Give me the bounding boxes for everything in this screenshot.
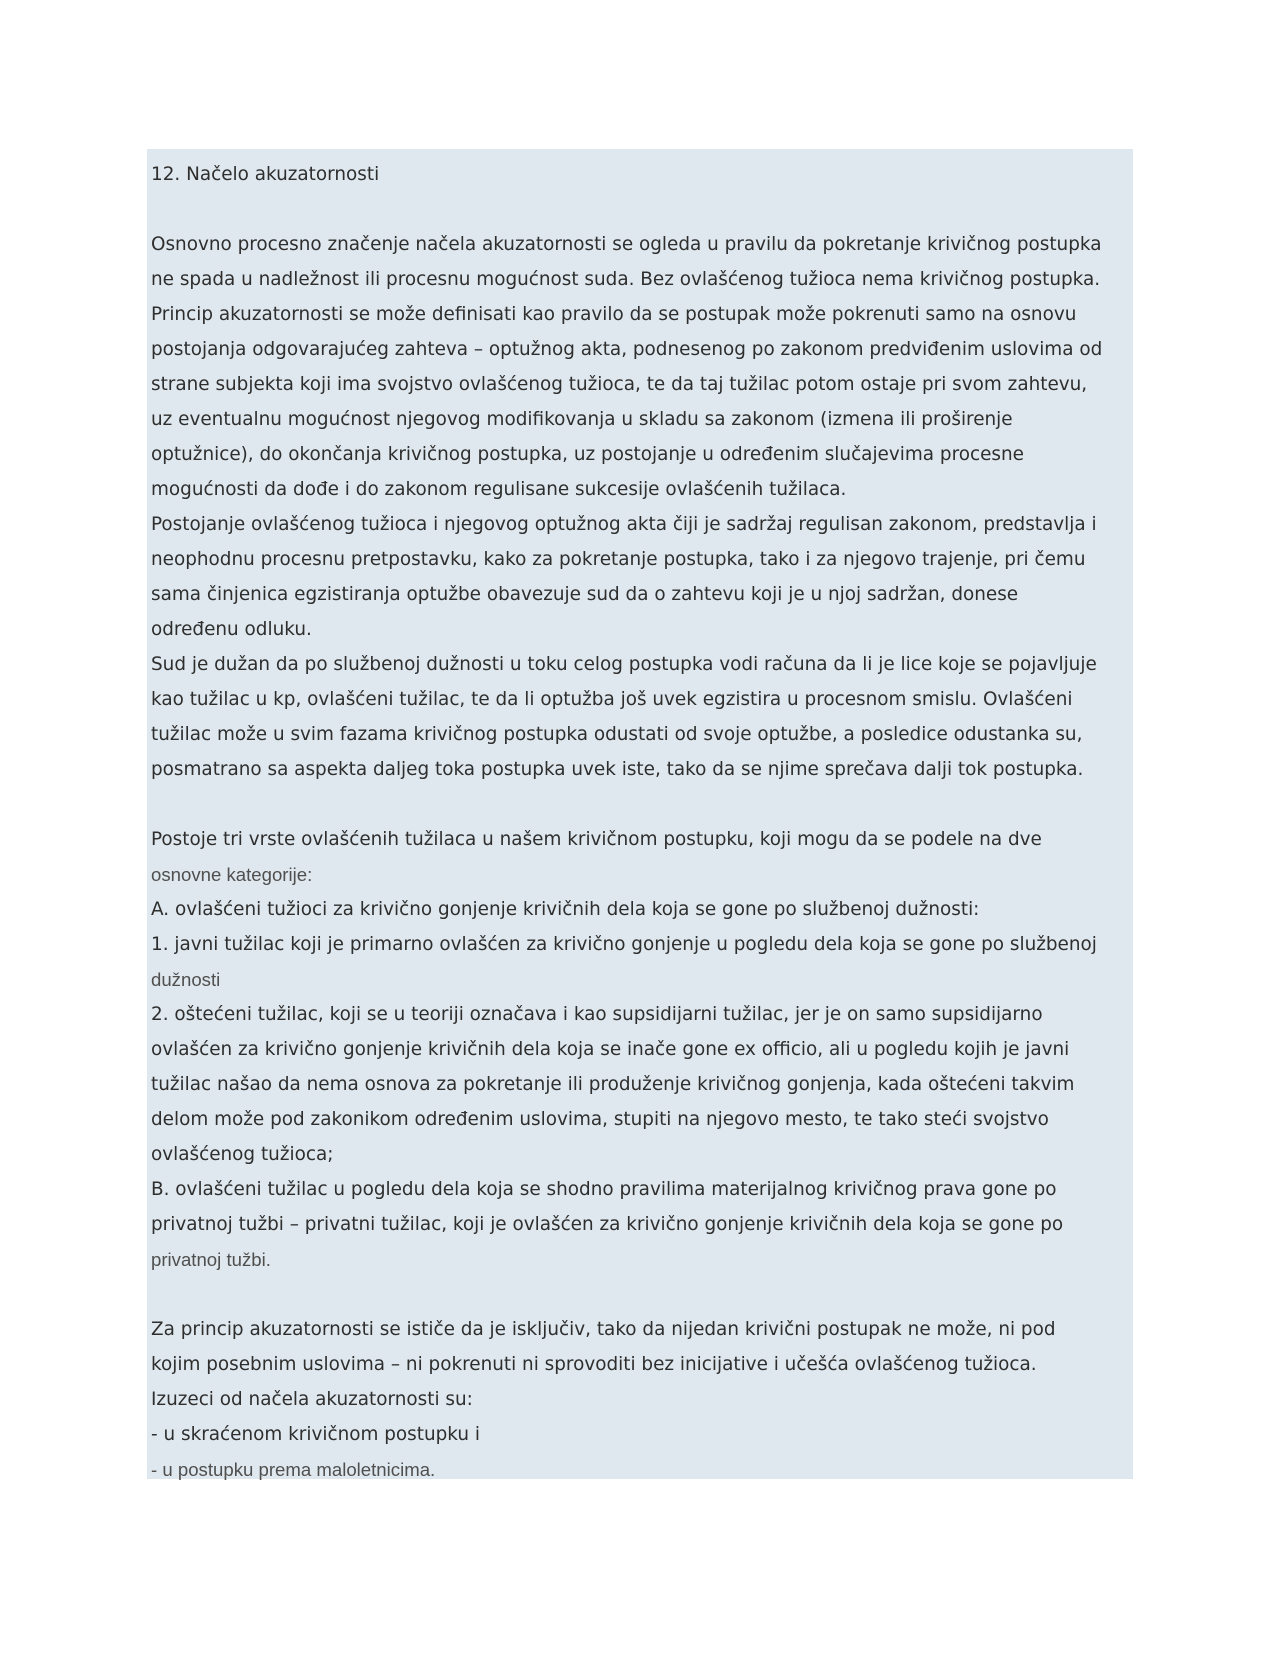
text-line: - u postupku prema maloletnicima. [151, 1459, 436, 1480]
text-line: Sud je dužan da po službenoj dužnosti u toku celog postupka vodi računa da li je lice koje se pojavljuje [151, 654, 1097, 675]
text-line: određenu odluku. [151, 619, 312, 640]
text-line: Princip akuzatornosti se može definisati kao pravilo da se postupak može pokrenuti samo na osnovu [151, 304, 1077, 325]
text-line: strane subjekta koji ima svojstvo ovlašćenog tužioca, te da taj tužilac potom ostaje pri svom zahtevu, [151, 374, 1088, 395]
text-line: Postoje tri vrste ovlašćenih tužilaca u našem krivičnom postupku, koji mogu da se podele na dve [151, 829, 1042, 850]
text-line: sama činjenica egzistiranja optužbe obavezuje sud da o zahtevu koji je u njoj sadržan, donese [151, 584, 1019, 605]
text-block [147, 149, 1133, 1479]
text-line: ovlašćen za krivično gonjenje krivičnih dela koja se inače gone ex officio, ali u pogledu kojih je javni [151, 1039, 1070, 1060]
section-heading: 12. Načelo akuzatornosti [151, 164, 380, 185]
text-line: tužilac našao da nema osnova za pokretanje ili produženje krivičnog gonjenja, kada oštećeni takvim [151, 1074, 1075, 1095]
text-line: kojim posebnim uslovima – ni pokrenuti ni sprovoditi bez inicijative i učešća ovlašćenog tužioca. [151, 1354, 1037, 1375]
text-line: Osnovno procesno značenje načela akuzatornosti se ogleda u pravilu da pokretanje krivičnog postupka [151, 234, 1102, 255]
text-line: 1. javni tužilac koji je primarno ovlašćen za krivično gonjenje u pogledu dela koja se gone po službenoj [151, 934, 1097, 955]
text-line: privatnoj tužbi. [151, 1249, 271, 1270]
text-line: Za princip akuzatornosti se ističe da je isključiv, tako da nijedan krivični postupak ne može, ni pod [151, 1319, 1056, 1340]
text-line: osnovne kategorije: [151, 864, 313, 885]
blank-line [151, 1277, 1129, 1312]
text-line: neophodnu procesnu pretpostavku, kako za pokretanje postupka, tako i za njegovo trajenje, pri čemu [151, 549, 1086, 570]
text-line: privatnoj tužbi – privatni tužilac, koji je ovlašćen za krivično gonjenje krivičnih dela koja se gone po [151, 1214, 1064, 1235]
text-line: 2. oštećeni tužilac, koji se u teoriji označava i kao supsidijarni tužilac, jer je on samo supsidijarno [151, 1004, 1043, 1025]
text-line: A. ovlašćeni tužioci za krivično gonjenje krivičnih dela koja se gone po službenoj dužnosti: [151, 899, 980, 920]
text-line: Izuzeci od načela akuzatornosti su: [151, 1389, 473, 1410]
text-line: dužnosti [151, 969, 221, 990]
text-line: Postojanje ovlašćenog tužioca i njegovog optužnog akta čiji je sadržaj regulisan zakonom, predstavlja i [151, 514, 1097, 535]
text-line: ne spada u nadležnost ili procesnu mogućnost suda. Bez ovlašćenog tužioca nema krivičnog postupka. [151, 269, 1101, 290]
blank-line [151, 192, 1129, 227]
text-line: postojanja odgovarajućeg zahteva – optužnog akta, podnesenog po zakonom predviđenim uslovima od [151, 339, 1103, 360]
text-line: delom može pod zakonikom određenim uslovima, stupiti na njegovo mesto, te tako steći svojstvo [151, 1109, 1049, 1130]
text-line: optužnice), do okončanja krivičnog postupka, uz postojanje u određenim slučajevima procesne [151, 444, 1024, 465]
blank-line [151, 787, 1129, 822]
text-line: ovlašćenog tužioca; [151, 1144, 334, 1165]
text-line: mogućnosti da dođe i do zakonom regulisane sukcesije ovlašćenih tužilaca. [151, 479, 847, 500]
text-line: kao tužilac u kp, ovlašćeni tužilac, te da li optužba još uvek egzistira u procesnom smislu. Ovlašćeni [151, 689, 1073, 710]
text-line: posmatrano sa aspekta daljeg toka postupka uvek iste, tako da se njime sprečava dalji tok postupka. [151, 759, 1084, 780]
text-line: uz eventualnu mogućnost njegovog modifikovanja u skladu sa zakonom (izmena ili proširenje [151, 409, 1013, 430]
text-line: tužilac može u svim fazama krivičnog postupka odustati od svoje optužbe, a posledice odustanka su, [151, 724, 1083, 745]
text-line: B. ovlašćeni tužilac u pogledu dela koja se shodno pravilima materijalnog krivičnog prava gone po [151, 1179, 1057, 1200]
text-line: - u skraćenom krivičnom postupku i [151, 1424, 480, 1445]
